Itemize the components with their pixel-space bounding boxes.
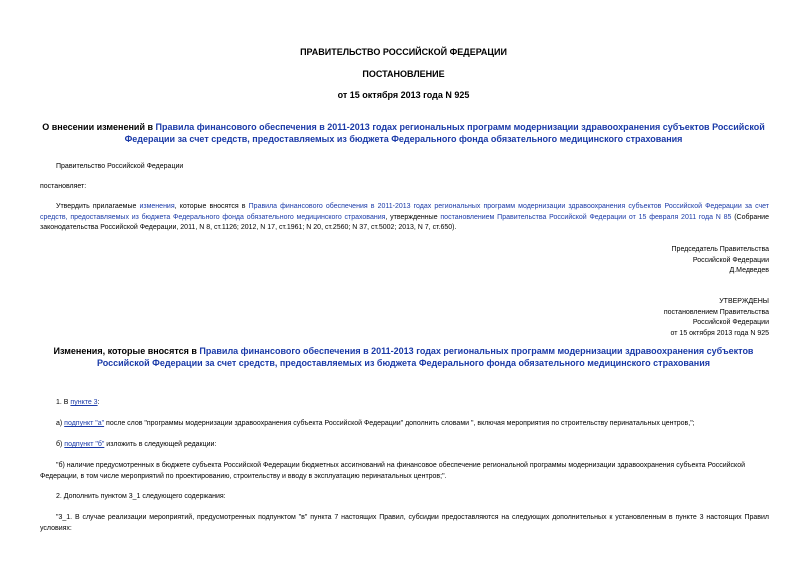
item-2: 2. Дополнить пунктом 3_1 следующего содержания: bbox=[56, 493, 226, 500]
approve-text-4: (Собрание законодательства Российской Федерации, 2011, N 8, ст.1126; 2012, N 17, ст.1961; N 20, ст.2560; N 37, ст.5002; 2013, N 7, ст.650). bbox=[40, 213, 769, 231]
org-heading: ПРАВИТЕЛЬСТВО РОССИЙСКОЙ ФЕДЕРАЦИИ bbox=[300, 47, 507, 57]
approve-text-2: , которые вносятся в bbox=[174, 203, 249, 210]
subitem-b-text: изложить в следующей редакции: bbox=[104, 441, 217, 448]
signature-block bbox=[672, 245, 769, 277]
resolution-85-link[interactable]: постановлением Правительства Российской Федерации от 15 февраля 2011 года N 85 bbox=[440, 213, 732, 221]
title-rules-link[interactable]: Правила финансового обеспечения в 2011-2013 годах региональных программ модернизации здравоохранения субъектов Российской Федерации за счет средств, предоставляемых из бюджета Федерального фонда обязательного медицинского страхования bbox=[124, 122, 765, 144]
item-1-prefix: 1. В bbox=[56, 399, 71, 406]
subitem-b-prefix: б) bbox=[56, 441, 65, 448]
title-prefix: О внесении изменений в bbox=[42, 122, 156, 132]
subitem-b-link[interactable]: подпункт "б" bbox=[64, 441, 105, 448]
subitem-a bbox=[56, 419, 695, 430]
approved-date: от 15 октября 2013 года N 925 bbox=[670, 329, 769, 337]
signature-country: Российской Федерации bbox=[692, 256, 769, 264]
approved-country: Российской Федерации bbox=[692, 319, 769, 326]
quote-b bbox=[40, 461, 769, 482]
item-1 bbox=[56, 398, 100, 409]
changes-link[interactable]: изменения bbox=[139, 203, 175, 210]
changes-title-prefix: Изменения, которые вносятся в bbox=[53, 346, 200, 356]
decides-text: постановляет: bbox=[40, 183, 87, 190]
changes-title bbox=[40, 345, 767, 369]
signature-title: Председатель Правительства bbox=[671, 246, 769, 253]
approved-label: УТВЕРЖДЕНЫ bbox=[719, 298, 769, 305]
quote-3-1 bbox=[40, 513, 769, 534]
item-1-suffix: : bbox=[97, 399, 100, 406]
item-1-link[interactable]: пункте 3 bbox=[70, 399, 98, 406]
subitem-a-prefix: а) bbox=[56, 420, 65, 427]
subitem-a-text: после слов "программы модернизации здравоохранения субъекта Российской Федерации" дополнить словами ", включая мероприятия по строительству перинатальных центров,"; bbox=[104, 420, 695, 427]
signature-name: Д.Медведев bbox=[729, 267, 769, 274]
approve-paragraph bbox=[40, 202, 769, 234]
subitem-b bbox=[56, 440, 216, 451]
document-title bbox=[40, 121, 767, 145]
approved-by: постановлением Правительства bbox=[663, 308, 769, 316]
quote-b-text: "б) наличие предусмотренных в бюджете субъекта Российской Федерации бюджетных ассигнований на финансовое обеспечение региональной программы модернизации здравоохранения субъекта Российской Федерации, в том числе мероприятий по проектированию, строительству и вводу в эксплуатацию перинатальных центров;". bbox=[40, 462, 745, 480]
subitem-a-link[interactable]: подпункт "а" bbox=[64, 420, 105, 427]
government-text: Правительство Российской Федерации bbox=[56, 163, 184, 170]
approved-block bbox=[664, 297, 769, 339]
date-number: от 15 октября 2013 года N 925 bbox=[337, 90, 470, 100]
changes-title-rules-link[interactable]: Правила финансового обеспечения в 2011-2013 годах региональных программ модернизации здравоохранения субъектов Российской Федерации за счет средств, предоставляемых из бюджета Федерального фонда обязательного медицинского страхования bbox=[96, 346, 754, 368]
rules-link[interactable]: Правила финансового обеспечения в 2011-2013 годах региональных программ модернизации здравоохранения субъектов Российской Федерации за счет средств, предоставляемых из бюджета Федерального фонда обязательного медицинского страхования bbox=[40, 203, 770, 221]
doc-type-heading: ПОСТАНОВЛЕНИЕ bbox=[362, 69, 445, 79]
approve-text-1: Утвердить прилагаемые bbox=[56, 203, 140, 210]
quote-3-1-text: "3_1. В случае реализации мероприятий, предусмотренных подпунктом "в" пункта 7 настоящих Правил, субсидии предоставляются на следующих дополнительных к установленным в пункте 3 настоящих Правил условиях: bbox=[40, 514, 769, 532]
approve-text-3: , утвержденные bbox=[385, 213, 441, 221]
